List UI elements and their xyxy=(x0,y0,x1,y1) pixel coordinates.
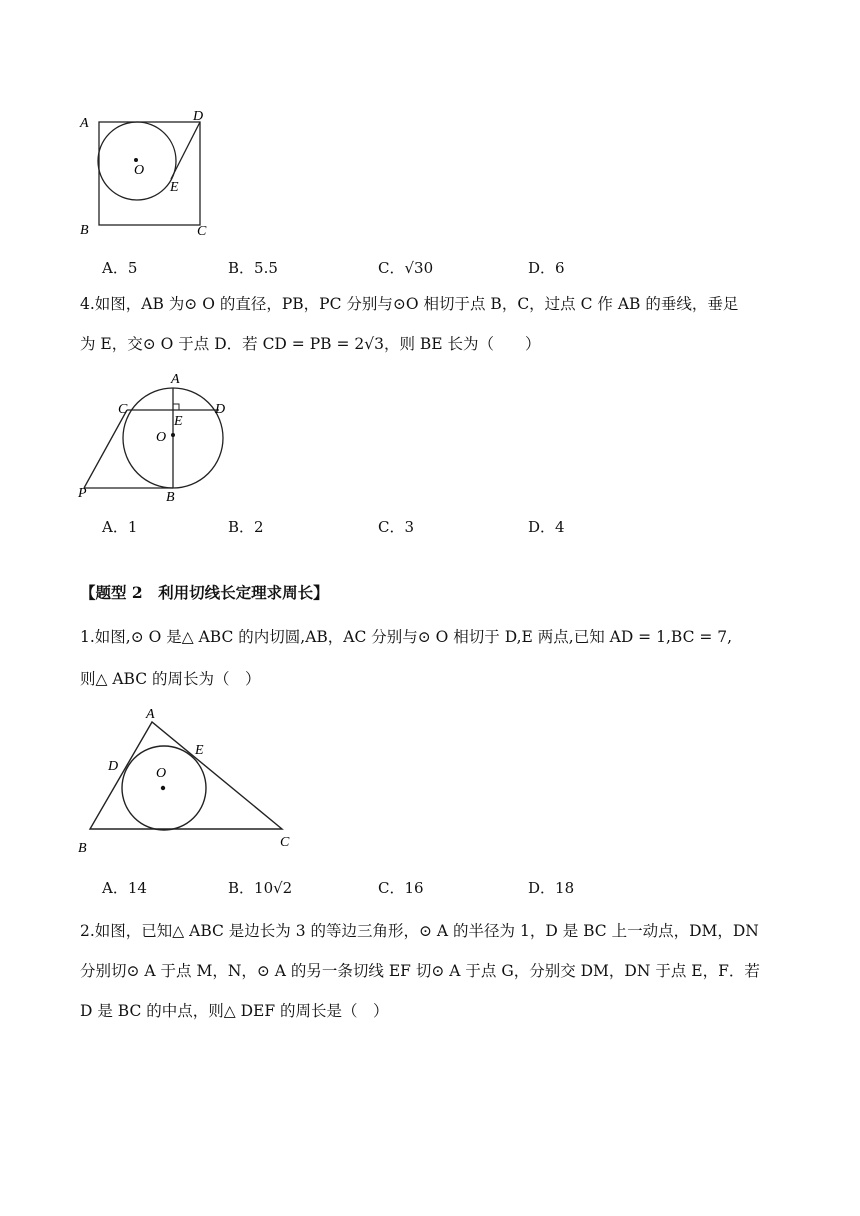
choice-c[interactable]: C．3 xyxy=(378,518,415,536)
choice-a[interactable]: A．14 xyxy=(102,879,147,897)
section-heading: 【题型 2 利用切线长定理求周长】 xyxy=(80,583,329,602)
label-A: A xyxy=(146,707,155,722)
label-C: C xyxy=(118,402,128,417)
question-4-line-1: 4.如图，AB 为⊙ O 的直径，PB，PC 分别与⊙O 相切于点 B，C，过点 C 作 AB 的垂线，垂足 xyxy=(80,295,739,313)
answer-choices-2 xyxy=(102,516,802,540)
label-C: C xyxy=(197,224,207,239)
label-P: P xyxy=(78,486,87,501)
label-A: A xyxy=(171,372,180,387)
label-E: E xyxy=(174,414,183,429)
choice-c[interactable]: C．√30 xyxy=(378,259,434,277)
choice-b[interactable]: B．2 xyxy=(228,518,264,536)
label-C: C xyxy=(280,835,290,850)
label-B: B xyxy=(166,490,175,505)
question-6-line-2: 分别切⊙ A 于点 M，N，⊙ A 的另一条切线 EF 切⊙ A 于点 G，分别交 DM，DN 于点 E，F．若 xyxy=(80,962,760,980)
answer-choices-3 xyxy=(102,877,802,901)
label-D: D xyxy=(215,402,226,417)
figure-triangle-incircle-svg xyxy=(70,700,310,860)
choice-a[interactable]: A．1 xyxy=(102,518,138,536)
choice-d[interactable]: D．4 xyxy=(528,518,565,536)
label-D: D xyxy=(108,759,119,774)
label-E: E xyxy=(170,180,179,195)
label-B: B xyxy=(80,223,89,238)
choice-d[interactable]: D．6 xyxy=(528,259,565,277)
figure-square-circle-svg xyxy=(70,100,230,240)
figure-circle-tangents-svg xyxy=(70,368,240,508)
choice-b[interactable]: B．5.5 xyxy=(228,259,278,277)
label-E: E xyxy=(195,743,204,758)
label-O: O xyxy=(156,430,167,445)
choice-d[interactable]: D．18 xyxy=(528,879,575,897)
figure-triangle-incircle xyxy=(70,700,310,860)
question-6-line-1: 2.如图，已知△ ABC 是边长为 3 的等边三角形，⊙ A 的半径为 1，D 是 BC 上一动点，DM，DN xyxy=(80,922,759,940)
choice-c[interactable]: C．16 xyxy=(378,879,424,897)
label-A: A xyxy=(80,116,89,131)
question-6-line-3: D 是 BC 的中点，则△ DEF 的周长是（ ） xyxy=(80,1002,389,1020)
figure-circle-tangents xyxy=(70,368,240,508)
question-5-line-2: 则△ ABC 的周长为（ ） xyxy=(80,670,261,688)
label-O: O xyxy=(156,766,167,781)
label-O: O xyxy=(134,163,145,178)
choice-a[interactable]: A．5 xyxy=(102,259,138,277)
figure-square-circle xyxy=(70,100,230,240)
label-D: D xyxy=(193,109,204,124)
answer-choices-1 xyxy=(102,257,802,281)
question-5-line-1: 1.如图,⊙ O 是△ ABC 的内切圆,AB，AC 分别与⊙ O 相切于 D,E 两点,已知 AD = 1,BC = 7, xyxy=(80,628,733,646)
choice-b[interactable]: B．10√2 xyxy=(228,879,293,897)
label-B: B xyxy=(78,841,87,856)
question-4-line-2: 为 E，交⊙ O 于点 D．若 CD = PB = 2√3，则 BE 长为（ ） xyxy=(80,335,541,353)
